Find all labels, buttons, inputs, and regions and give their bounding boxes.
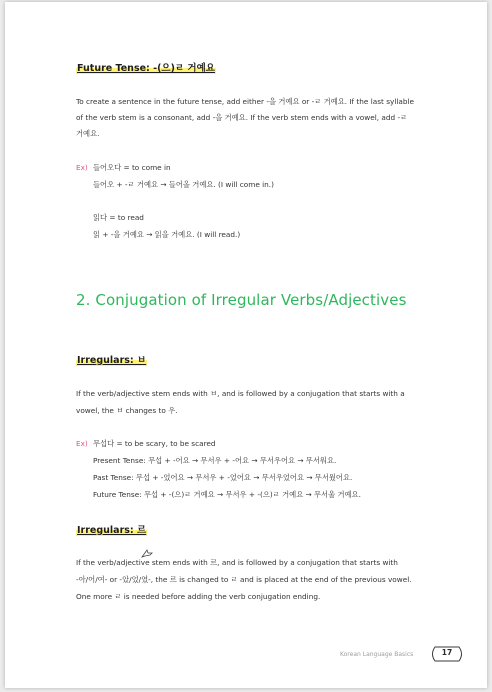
page-number: 17: [441, 648, 453, 657]
example-definition: 들어오다 = to come in: [93, 163, 171, 172]
irregular-r-heading: Irregulars: 르: [76, 522, 147, 536]
irregular-b-heading: Irregulars: ㅂ: [76, 352, 147, 366]
example-marker: Ex): [76, 439, 88, 448]
example-past: Past Tense: 무섭 + -었어요 → 무서우 + -었어요 → 무서우었어요 → 무서웠어요.: [93, 473, 353, 482]
pointer-cursor-icon: [141, 549, 153, 559]
irregular-b-body-line-2: vowel, the ㅂ changes to 우.: [76, 406, 178, 415]
future-body-line-3: 거예요.: [76, 129, 100, 138]
footer-label: Korean Language Basics: [340, 651, 414, 658]
example-definition: 읽다 = to read: [93, 213, 144, 222]
irregular-r-body-line-3: One more ㄹ is needed before adding the verb conjugation ending.: [76, 592, 321, 601]
example-present: Present Tense: 무섭 + -어요 → 무서우 + -어요 → 무서우어요 → 무서워요.: [93, 456, 337, 465]
irregular-r-body-line-2: -아/어/여- or -았/었/였-, the 르 is changed to ㄹ and is placed at the end of the previous vowel.: [76, 575, 412, 584]
example-definition: 무섭다 = to be scary, to be scared: [93, 439, 216, 448]
future-tense-heading: Future Tense: -(으)ㄹ 거예요: [76, 60, 216, 74]
irregular-b-body-line-1: If the verb/adjective stem ends with ㅂ, and is followed by a conjugation that starts with a: [76, 389, 405, 398]
document-page: [5, 2, 487, 688]
irregular-r-body-line-1: If the verb/adjective stem ends with 르, and is followed by a conjugation that starts with: [76, 558, 398, 567]
section-title: 2. Conjugation of Irregular Verbs/Adjectives: [76, 291, 407, 309]
example-future: Future Tense: 무섭 + -(으)ㄹ 거예요 → 무서우 + -(으)ㄹ 거예요 → 무서울 거예요.: [93, 490, 361, 499]
example-marker: Ex): [76, 163, 88, 172]
future-body-line-2: of the verb stem is a consonant, add -을 거예요. If the verb stem ends with a vowel, add -ㄹ: [76, 113, 408, 122]
example-conjugation: 읽 + -을 거예요 → 읽을 거예요. (I will read.): [93, 230, 241, 239]
example-conjugation: 들어오 + -ㄹ 거예요 → 들어올 거예요. (I will come in.): [93, 180, 274, 189]
future-body-line-1: To create a sentence in the future tense, add either -을 거예요 or -ㄹ 거예요. If the last syllable: [76, 97, 414, 106]
